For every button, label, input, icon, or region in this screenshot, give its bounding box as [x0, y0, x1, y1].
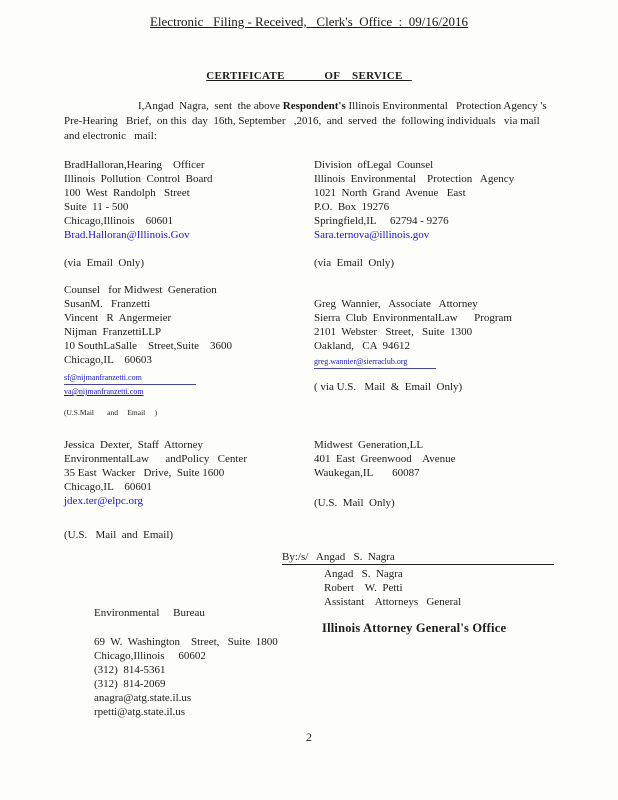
email-line [64, 371, 232, 385]
address-line: Suite 11 - 500 [64, 201, 129, 213]
address-line: Division ofLegal Counsel [314, 159, 434, 171]
address-line: 2101 Webster Street, Suite 1300 [314, 326, 473, 338]
underline-rule [314, 355, 436, 369]
service-method-note: (via Email Only) [314, 257, 395, 269]
paragraph-bold-respondents: Respondent's [282, 100, 346, 112]
underline-rule [64, 371, 196, 385]
recipient-block-midwest [314, 438, 456, 510]
contact-line: (312) 814-5361 [94, 664, 166, 676]
address-line: 35 East Wacker Drive, Suite 1600 [64, 467, 225, 479]
email-line [64, 385, 232, 398]
address-lines [64, 438, 247, 494]
address-line: Illinois Pollution Control Board [64, 173, 213, 185]
signature-by-line [282, 550, 554, 565]
address-lines [314, 438, 456, 480]
recipient-block-dexter [64, 438, 247, 542]
service-method-note: (via Email Only) [64, 257, 145, 269]
address-line: SusanM. Franzetti [64, 298, 151, 310]
address-line: Midwest Generation,LL [314, 439, 424, 451]
address-line: EnvironmentalLaw andPolicy Center [64, 453, 247, 465]
recipient-block-iepa [314, 158, 514, 270]
block-heading: Counsel for Midwest Generation [64, 284, 217, 296]
email-line [64, 494, 247, 508]
service-statement-paragraph [64, 99, 561, 144]
certificate-title-text: CERTIFICATE OF SERVICE [206, 70, 412, 82]
signatory-name: Assistant Attorneys General [324, 596, 462, 608]
address-line: Springfield,IL 62794 - 9276 [314, 215, 449, 227]
signatory-name: Robert W. Petti [324, 582, 403, 594]
address-line: Chicago,IL 60603 [64, 354, 152, 366]
signatory-name: Angad S. Nagra [324, 568, 403, 580]
paragraph-lead: I,Angad Nagra, sent the above [138, 100, 283, 112]
contact-line: (312) 814-2069 [94, 678, 166, 690]
address-line: Nijman FranzettiLLP [64, 326, 162, 338]
email-line [314, 228, 514, 242]
service-method-note: (U.S.Mail and Email ) [64, 408, 158, 417]
address-line: 10 SouthLaSalle Street,Suite 3600 [64, 340, 233, 352]
service-method-note: ( via U.S. Mail & Email Only) [314, 381, 463, 393]
address-line: P.O. Box 19276 [314, 201, 390, 213]
address-line: Oakland, CA 94612 [314, 340, 410, 352]
address-line: Jessica Dexter, Staff Attorney [64, 439, 203, 451]
page-number: 2 [306, 730, 312, 744]
email-link-sf-nijmanfranzetti[interactable]: sf@nijmanfranzetti.com [64, 373, 142, 382]
address-line: Sierra Club EnvironmentalLaw Program [314, 312, 512, 324]
address-line: Greg Wannier, Associate Attorney [314, 298, 478, 310]
recipient-block-franzetti [64, 283, 232, 419]
address-line: 100 West Randolph Street [64, 187, 190, 199]
address-line: Chicago,Illinois 60601 [64, 215, 174, 227]
address-line: Vincent R Angermeier [64, 312, 172, 324]
footer-contact-block [94, 606, 278, 719]
bureau-heading: Environmental Bureau [94, 607, 205, 619]
paragraph-rest: Illinois Environmental Protection Agency 's Pre-Hearing Brief, on this day 16th, September ,2016, and served the following individuals via mail and electronic mail: [64, 100, 550, 142]
email-link-brad-halloran[interactable]: Brad.Halloran@Illinois.Gov [64, 229, 190, 241]
office-name: Illinois Attorney General's Office [322, 621, 507, 635]
recipient-block-halloran [64, 158, 213, 270]
footer-contact-lines [94, 635, 278, 719]
address-lines [314, 158, 514, 228]
address-line: Illinois Environmental Protection Agency [314, 173, 515, 185]
address-line: 1021 North Grand Avenue East [314, 187, 466, 199]
signatory-names [324, 567, 554, 609]
service-method-note: (U.S. Mail Only) [314, 497, 395, 509]
email-link-va-nijmanfranzetti[interactable]: va@nijmanfranzetti.com [64, 387, 144, 396]
email-line [314, 355, 512, 369]
address-lines [314, 297, 512, 353]
recipient-block-wannier [314, 297, 512, 394]
email-line [64, 228, 213, 242]
contact-line: rpetti@atg.state.il.us [94, 706, 186, 718]
address-line: Chicago,IL 60601 [64, 481, 152, 493]
signature-block [282, 550, 554, 635]
email-link-greg-wannier[interactable]: greg.wannier@sierraclub.org [314, 357, 408, 366]
address-line: 401 East Greenwood Avenue [314, 453, 456, 465]
signature-rule: By:/s/ Angad S. Nagra [282, 550, 554, 565]
address-lines [64, 297, 232, 367]
contact-line: anagra@atg.state.il.us [94, 692, 192, 704]
contact-line: 69 W. Washington Street, Suite 1800 [94, 636, 278, 648]
address-lines [64, 158, 213, 228]
email-link-jdexter[interactable]: jdex.ter@elpc.org [64, 495, 143, 507]
efiling-stamp-header: Electronic Filing - Received, Clerk's Office : 09/16/2016 [149, 14, 468, 29]
address-line: Waukegan,IL 60087 [314, 467, 420, 479]
contact-line: Chicago,Illinois 60602 [94, 650, 206, 662]
service-method-note: (U.S. Mail and Email) [64, 529, 174, 541]
email-link-sara-ternova[interactable]: Sara.ternova@illinois.gov [314, 229, 430, 241]
address-line: BradHalloran,Hearing Officer [64, 159, 205, 171]
certificate-title [0, 70, 618, 82]
